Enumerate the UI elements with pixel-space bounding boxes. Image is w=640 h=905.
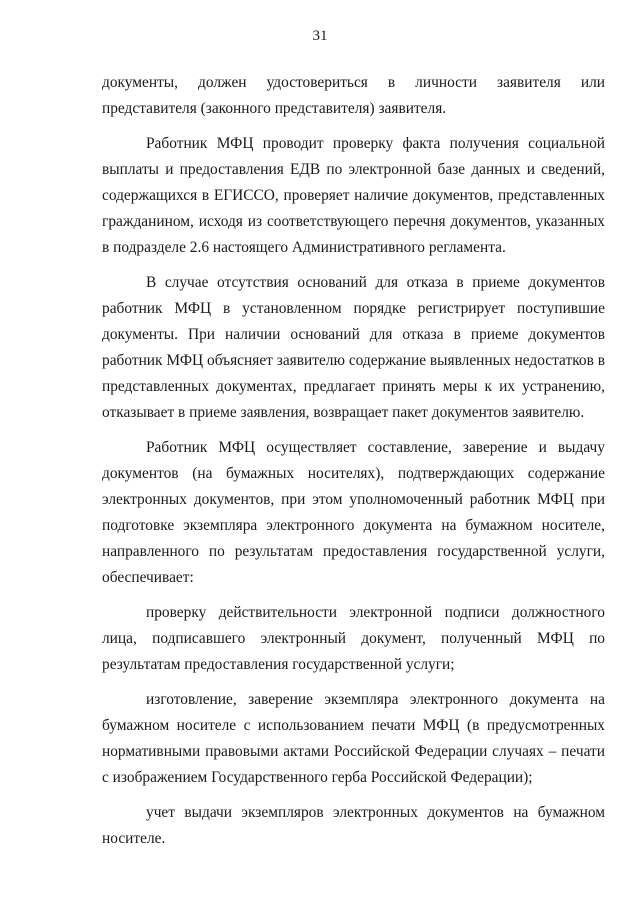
paragraph-registration: В случае отсутствия оснований для отказа в приеме документов работник МФЦ в установленном порядке регистрирует поступившие документы. При наличии оснований для отказа в приеме документов работник МФЦ объясняет заявителю содержание выявленных недостатков в представленных документах, предлагает принять меры к их устранению, отказывает в приеме заявления, возвращает пакет документов заявителю.	[102, 274, 605, 421]
list-item-signature-check: проверку действительности электронной подписи должностного лица, подписавшего электронный документ, полученный МФЦ по результатам предоставления государственной услуги;	[102, 604, 605, 673]
list-item-issuance-record: учет выдачи экземпляров электронных документов на бумажном носителе.	[102, 804, 605, 847]
document-body	[102, 70, 605, 852]
paragraph-verification: Работник МФЦ проводит проверку факта получения социальной выплаты и предоставления ЕДВ по электронной базе данных и сведений, содержащихся в ЕГИССО, проверяет наличие документов, представленных гражданином, исходя из соответствующего перечня документов, указанных в подразделе 2.6 настоящего Административного регламента.	[102, 135, 605, 256]
paragraph-document-issuance: Работник МФЦ осуществляет составление, заверение и выдачу документов (на бумажных носителях), подтверждающих содержание электронных документов, при этом уполномоченный работник МФЦ при подготовке экземпляра электронного документа на бумажном носителе, направленного по результатам предоставления государственной услуги, обеспечивает:	[102, 439, 605, 586]
paragraph-continuation: документы, должен удостовериться в личности заявителя или представителя (законного представителя) заявителя.	[102, 74, 605, 117]
page-number: 31	[312, 28, 328, 44]
list-item-certification: изготовление, заверение экземпляра электронного документа на бумажном носителе с использованием печати МФЦ (в предусмотренных нормативными правовыми актами Российской Федерации случаях – печати с изображением Государственного герба Российской Федерации);	[102, 691, 605, 786]
